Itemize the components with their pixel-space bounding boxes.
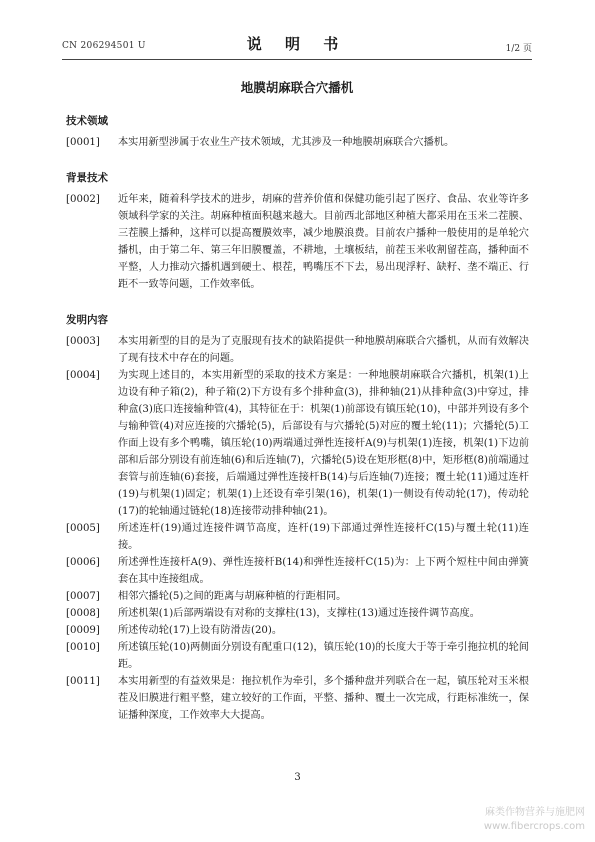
paragraph-number: [0009] bbox=[66, 625, 100, 636]
paragraph bbox=[66, 605, 529, 622]
paragraph bbox=[66, 134, 529, 151]
watermark-title: 麻类作物营养与施肥网 bbox=[485, 807, 585, 818]
paragraph-text: 所述镇压轮(10)两侧面分别设有配重口(12)，镇压轮(10)的长度大于等于牵引拖拉机的轮间距。 bbox=[118, 642, 529, 670]
patent-number: CN 206294501 U bbox=[62, 41, 146, 51]
paragraph-text: 本实用新型的目的是为了克服现有技术的缺陷提供一种地膜胡麻联合穴播机，从而有效解决了现有技术中存在的问题。 bbox=[118, 336, 529, 364]
paragraph-number: [0005] bbox=[66, 523, 100, 534]
paragraph-number: [0006] bbox=[66, 557, 100, 568]
watermark-url: www.fibercrops.com bbox=[483, 821, 585, 832]
section-heading: 技术领域 bbox=[66, 115, 108, 127]
paragraph bbox=[66, 554, 529, 588]
paragraph-number: [0004] bbox=[66, 370, 100, 381]
paragraph bbox=[66, 622, 529, 639]
paragraph bbox=[66, 191, 529, 293]
paragraph bbox=[66, 673, 529, 724]
page-header bbox=[62, 33, 532, 57]
section-heading: 发明内容 bbox=[66, 314, 108, 326]
paragraph bbox=[66, 639, 529, 673]
paragraph-text: 本实用新型涉属于农业生产技术领域，尤其涉及一种地膜胡麻联合穴播机。 bbox=[118, 137, 455, 148]
paragraph-number: [0001] bbox=[66, 137, 100, 148]
document-title: 地膜胡麻联合穴播机 bbox=[240, 80, 354, 95]
paragraph-number: [0010] bbox=[66, 642, 100, 653]
paragraph bbox=[66, 367, 529, 520]
document-body bbox=[66, 114, 529, 724]
paragraph bbox=[66, 333, 529, 367]
watermark bbox=[484, 806, 585, 834]
paragraph bbox=[66, 588, 529, 605]
document-type: 说 明 书 bbox=[246, 35, 348, 53]
page-indicator: 1/2 页 bbox=[505, 44, 532, 54]
paragraph-text: 所述连杆(19)通过连接件调节高度，连杆(19)下部通过弹性连接杆C(15)与覆土轮(11)连接。 bbox=[118, 523, 529, 551]
paragraph-text: 所述弹性连接杆A(9)、弹性连接杆B(14)和弹性连接杆C(15)为：上下两个短柱中间由弹簧套在其中连接组成。 bbox=[118, 557, 529, 585]
paragraph-text: 近年来，随着科学技术的进步，胡麻的营养价值和保健功能引起了医疗、食品、农业等许多领域科学家的关注。胡麻种植面积越来越大。目前西北部地区种植大都采用在玉米二茬膜、三茬膜上播种，这样可以提高覆膜效率，减少地膜浪费。目前农户播种一般使用的是单轮穴播机，由于第二年、第三年旧膜覆盖，不耕地，土壤板结，前茬玉米收割留茬高，播种面不平整，人力推动穴播机遇到硬土、根茬，鸭嘴压不下去，易出现浮籽、缺籽、垄不端正、行距不一致等问题，工作效率低。 bbox=[118, 194, 529, 290]
paragraph-number: [0008] bbox=[66, 608, 100, 619]
header-divider bbox=[62, 59, 532, 60]
paragraph-text: 所述传动轮(17)上设有防滑齿(20)。 bbox=[118, 625, 283, 636]
section-heading: 背景技术 bbox=[66, 172, 108, 184]
paragraph-number: [0007] bbox=[66, 591, 100, 602]
paragraph bbox=[66, 520, 529, 554]
paragraph-number: [0011] bbox=[66, 676, 100, 687]
page-number: 3 bbox=[294, 772, 301, 783]
paragraph-number: [0002] bbox=[66, 194, 100, 205]
paragraph-number: [0003] bbox=[66, 336, 100, 347]
paragraph-text: 相邻穴播轮(5)之间的距离与胡麻种植的行距相同。 bbox=[118, 591, 347, 602]
paragraph-text: 本实用新型的有益效果是：拖拉机作为牵引，多个播种盘并列联合在一起，镇压轮对玉米根茬及旧膜进行粗平整，建立较好的工作面，平整、播种、覆土一次完成，行距标准统一，保证播种深度，工作效率大大提高。 bbox=[118, 676, 529, 721]
paragraph-text: 为实现上述目的，本实用新型的采取的技术方案是：一种地膜胡麻联合穴播机，机架(1)上边设有种子箱(2)，种子箱(2)下方设有多个排种盒(3)，排种轴(21)从排种盒(3)中穿过，排种盒(3)底口连接输种管(4)，其特征在于：机架(1)前部设有镇压轮(10)，中部并列设有多个与输种管(4)对应连接的穴播轮(5)，后部设有与穴播轮(5)对应的覆土轮(11)；穴播轮(5)工作面上设有多个鸭嘴，镇压轮(10)两端通过弹性连接杆A(9)与机架(1)连接，机架(1)下边前部和后部分别设有前连轴(6)和后连轴(7)，穴播轮(5)设在矩形框(8)中，矩形框(8)前端通过套管与前连轴(6)套接，后端通过弹性连接杆B(14)与后连轴(7)连接；覆土轮(11)通过连杆(19)与机架(1)固定；机架(1)上还设有牵引架(16)，机架(1)一侧设有传动轮(17)，传动轮(17)的轮轴通过链轮(18)连接带动排种轴(21)。 bbox=[118, 370, 529, 517]
paragraph-text: 所述机架(1)后部两端设有对称的支撑柱(13)，支撑柱(13)通过连接件调节高度。 bbox=[118, 608, 480, 619]
